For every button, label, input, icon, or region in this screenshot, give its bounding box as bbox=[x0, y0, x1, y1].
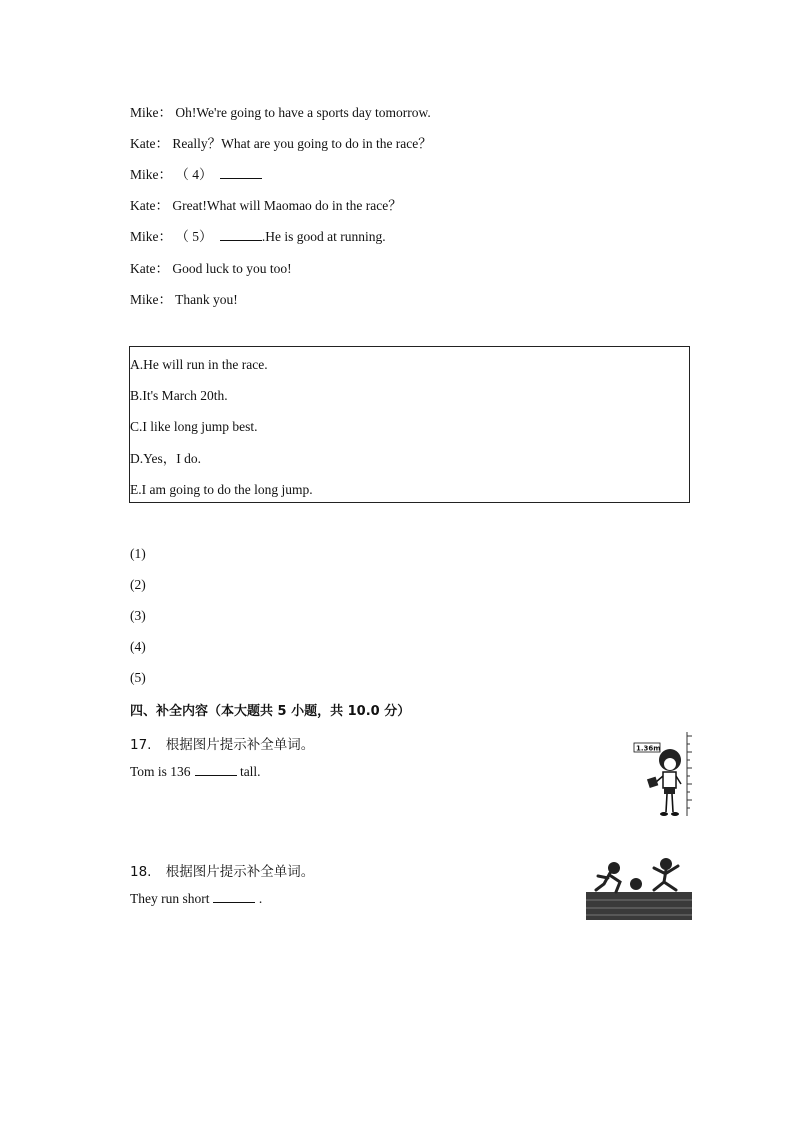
option-c: C.I like long jump best. bbox=[130, 419, 258, 434]
option-d: D.Yes，I do. bbox=[130, 451, 202, 466]
answer-blank[interactable] bbox=[220, 228, 262, 241]
dialogue-line-3 bbox=[130, 166, 262, 184]
sentence-end: . bbox=[258, 891, 263, 906]
question-number: 17. bbox=[130, 737, 152, 753]
speaker: Mike： bbox=[130, 292, 172, 307]
answer-blank-17[interactable] bbox=[195, 763, 237, 776]
utterance: Good luck to you too! bbox=[172, 261, 292, 276]
utterance: Oh!We're going to have a sports day tomorrow. bbox=[175, 105, 431, 120]
speaker: Mike： bbox=[130, 105, 172, 120]
utterance-after: .He is good at running. bbox=[261, 229, 386, 244]
utterance: Thank you! bbox=[175, 292, 238, 307]
answer-label-4: (4) bbox=[130, 639, 146, 654]
running-race-picture bbox=[586, 856, 694, 922]
boy-height-picture bbox=[632, 730, 696, 820]
utterance: Great!What will Maomao do in the race？ bbox=[172, 198, 402, 213]
utterance: （ 5） bbox=[175, 229, 213, 244]
speaker: Kate： bbox=[130, 261, 169, 276]
answer-label-5: (5) bbox=[130, 670, 146, 685]
question-17-sentence bbox=[130, 763, 261, 781]
dialogue-line-6 bbox=[130, 260, 292, 278]
sentence-start: Tom is 136 bbox=[130, 764, 191, 779]
answer-label-2: (2) bbox=[130, 577, 146, 592]
question-18-title bbox=[130, 860, 314, 880]
dialogue-line-1 bbox=[130, 104, 431, 122]
question-prompt: 根据图片提示补全单词。 bbox=[165, 737, 315, 753]
sentence-end: tall. bbox=[239, 764, 261, 779]
question-number: 18. bbox=[130, 864, 152, 880]
dialogue-line-7 bbox=[130, 291, 238, 309]
answer-label-1: (1) bbox=[130, 546, 146, 561]
speaker: Kate： bbox=[130, 198, 169, 213]
options-box bbox=[129, 346, 690, 503]
speaker: Mike： bbox=[130, 167, 172, 182]
utterance: （ 4） bbox=[175, 167, 213, 182]
question-17-title bbox=[130, 733, 314, 753]
question-18-sentence bbox=[130, 890, 262, 908]
dialogue-line-2 bbox=[130, 135, 432, 153]
answer-label-3: (3) bbox=[130, 608, 146, 623]
answer-blank[interactable] bbox=[220, 166, 262, 179]
speaker: Kate： bbox=[130, 136, 169, 151]
sentence-start: They run short bbox=[130, 891, 210, 906]
option-e: E.I am going to do the long jump. bbox=[130, 482, 313, 497]
speaker: Mike： bbox=[130, 229, 172, 244]
section-title: 四、补全内容（本大题共 5 小题，共 10.0 分） bbox=[130, 704, 411, 719]
question-prompt: 根据图片提示补全单词。 bbox=[165, 864, 315, 880]
option-a: A.He will run in the race. bbox=[130, 357, 268, 372]
height-label: 1.36m bbox=[636, 744, 661, 753]
dialogue-line-5 bbox=[130, 228, 386, 246]
dialogue-line-4 bbox=[130, 197, 402, 215]
option-b: B.It's March 20th. bbox=[130, 388, 228, 403]
utterance: Really？What are you going to do in the race？ bbox=[172, 136, 432, 151]
answer-blank-18[interactable] bbox=[213, 890, 255, 903]
